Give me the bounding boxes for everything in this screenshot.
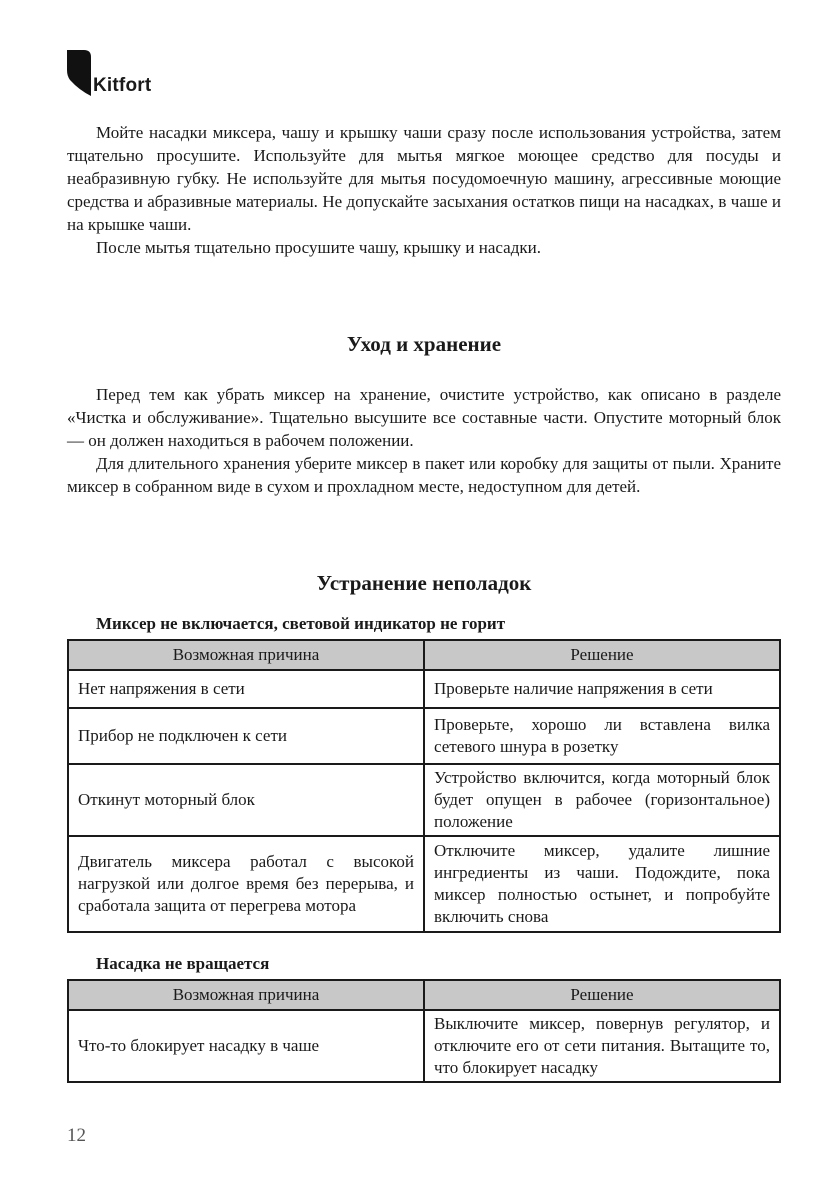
column-header-cause: Возможная причина [68,980,424,1010]
solution-cell: Проверьте наличие напряжения в сети [424,670,780,708]
page-content [67,121,781,1083]
table-header-row [68,980,780,1010]
brand-name: Kitfort [93,75,152,96]
table-row [68,1010,780,1082]
solution-cell: Выключите миксер, повернув регулятор, и отключите его от сети питания. Вытащите то, что блокирует насадку [424,1010,780,1082]
column-header-solution: Решение [424,980,780,1010]
care-section-title: Уход и хранение [346,332,502,356]
solution-cell: Устройство включится, когда моторный блок будет опущен в рабочее (горизонтальное) положение [424,764,780,836]
cause-cell: Двигатель миксера работал с высокой нагрузкой или долгое время без перерыва, и сработала защита от перегрева мотора [68,836,424,932]
problem-heading: Миксер не включается, световой индикатор не горит [96,614,506,633]
column-header-solution: Решение [424,640,780,670]
table-row [68,670,780,708]
troubleshooting-section-title: Устранение неполадок [316,571,532,595]
cause-cell: Нет напряжения в сети [68,670,424,708]
kitfort-mark-icon [67,50,91,96]
cause-cell: Прибор не подключен к сети [68,708,424,764]
cause-cell: Откинут моторный блок [68,764,424,836]
troubleshooting-table [67,639,781,933]
cleaning-paragraph-1: Мойте насадки миксера, чашу и крышку чаши сразу после использования устройства, затем тщательно просушите. Используйте для мытья мягкое моющее средство для посуды и неабразивную губку. Не используйте для мытья посудомоечную машину, агрессивные моющие средства и абразивные материалы. Не допускайте засыхания остатков пищи на насадках, в чаше и на крышке чаши. [67,123,781,234]
cleaning-paragraph-2: После мытья тщательно просушите чашу, крышку и насадки. [96,238,541,257]
care-paragraph-1: Перед тем как убрать миксер на хранение, очистите устройство, как описано в разделе «Чистка и обслуживание». Тщательно высушите все составные части. Опустите моторный блок — он должен находиться в рабочем положении. [67,385,781,450]
table-row [68,764,780,836]
brand-logo [67,50,151,96]
page-number: 12 [67,1125,86,1146]
table-header-row [68,640,780,670]
column-header-cause: Возможная причина [68,640,424,670]
troubleshooting-table [67,979,781,1083]
cause-cell: Что-то блокирует насадку в чаше [68,1010,424,1082]
table-row [68,836,780,932]
care-paragraph-2: Для длительного хранения уберите миксер в пакет или коробку для защиты от пыли. Храните миксер в собранном виде в сухом и прохладном месте, недоступном для детей. [67,454,781,496]
table-row [68,708,780,764]
problem-heading: Насадка не вращается [96,954,270,973]
solution-cell: Отключите миксер, удалите лишние ингредиенты из чаши. Подождите, пока миксер полностью остынет, и попробуйте включить снова [424,836,780,932]
solution-cell: Проверьте, хорошо ли вставлена вилка сетевого шнура в розетку [424,708,780,764]
